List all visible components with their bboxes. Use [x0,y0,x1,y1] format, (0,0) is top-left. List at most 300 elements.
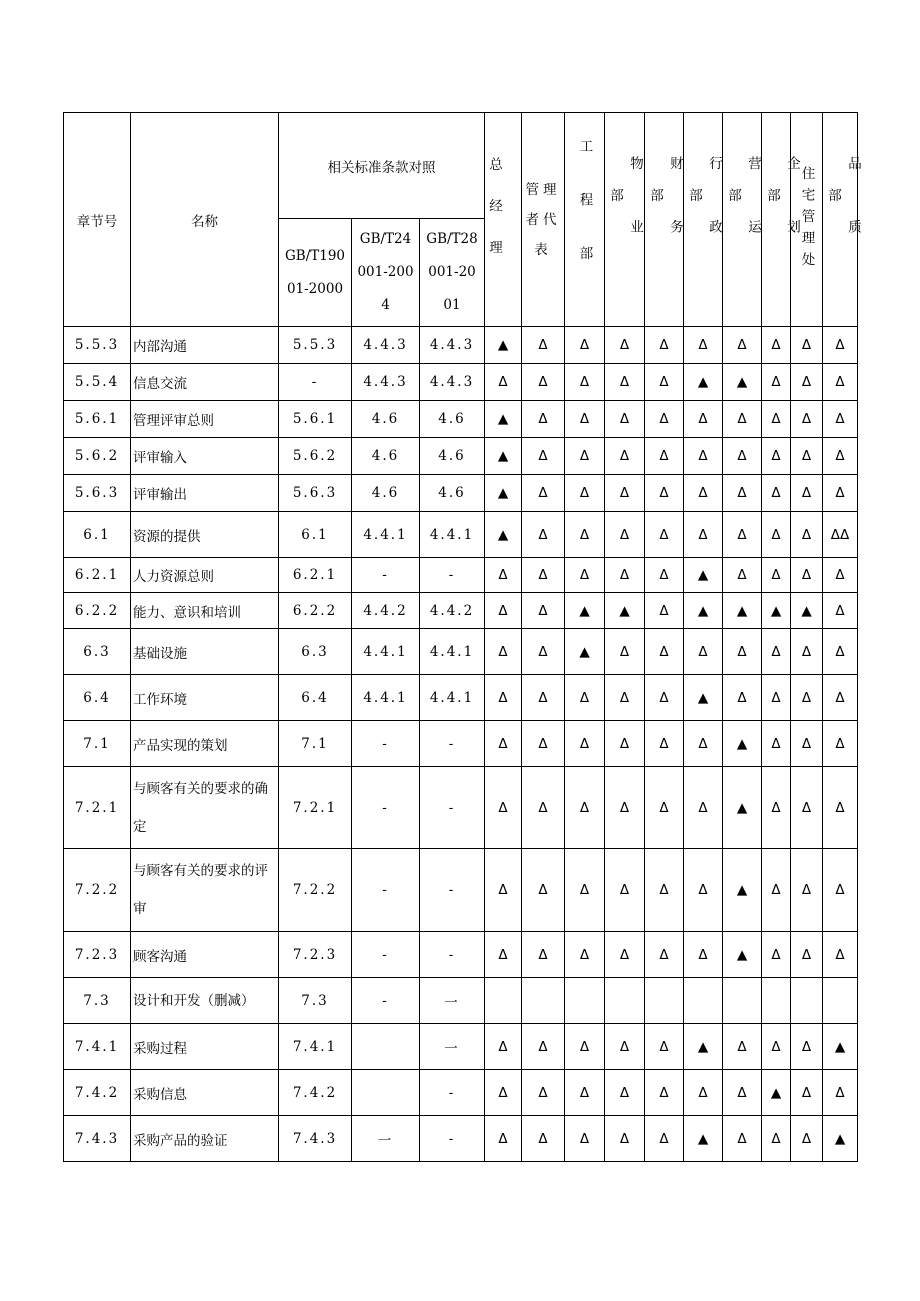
responsibility-mark: ▲ [485,438,522,475]
standard-cell: - [279,364,352,401]
responsibility-mark: Δ [762,767,791,849]
responsibility-mark: Δ [565,327,605,364]
name-cell: 内部沟通 [131,327,279,364]
responsibility-mark: Δ [645,767,684,849]
standard-cell: 7.4.1 [279,1024,352,1070]
responsibility-mark: Δ [565,1070,605,1116]
responsibility-mark: ▲ [823,1116,858,1162]
responsibility-mark: Δ [791,364,823,401]
name-cell: 工作环境 [131,675,279,721]
responsibility-mark: Δ [723,1116,762,1162]
standard-cell: 5.5.3 [279,327,352,364]
dept-label: 住宅管理处 [798,165,815,274]
responsibility-mark: Δ [762,629,791,675]
section-cell: 6.4 [64,675,131,721]
responsibility-mark: ΔΔ [823,512,858,558]
responsibility-mark: Δ [522,593,565,629]
responsibility-mark: Δ [485,1024,522,1070]
responsibility-mark: Δ [762,438,791,475]
standard-cell: - [352,558,420,593]
responsibility-mark: ▲ [684,558,723,593]
standard-label: GB/T24001-2004 [357,231,414,313]
standard-cell: 5.6.2 [279,438,352,475]
responsibility-mark: Δ [645,512,684,558]
responsibility-mark: Δ [485,675,522,721]
responsibility-mark: Δ [522,512,565,558]
name-cell: 能力、意识和培训 [131,593,279,629]
responsibility-mark: ▲ [723,721,762,767]
responsibility-mark: Δ [684,475,723,512]
matrix-body [64,327,858,1162]
responsibility-mark: ▲ [485,512,522,558]
responsibility-mark: ▲ [684,593,723,629]
responsibility-mark: Δ [684,438,723,475]
responsibility-mark [522,978,565,1024]
responsibility-mark: Δ [485,364,522,401]
responsibility-mark: Δ [522,327,565,364]
responsibility-mark: Δ [522,721,565,767]
responsibility-mark: Δ [791,1116,823,1162]
responsibility-mark: Δ [791,512,823,558]
standard-cell: 7.1 [279,721,352,767]
responsibility-mark: Δ [605,1024,645,1070]
table-row [64,475,858,512]
responsibility-mark: Δ [823,475,858,512]
responsibility-mark: ▲ [684,675,723,721]
responsibility-mark: Δ [565,932,605,978]
responsibility-mark: Δ [645,629,684,675]
section-cell: 6.1 [64,512,131,558]
responsibility-mark: Δ [565,1116,605,1162]
table-row [64,364,858,401]
responsibility-mark: Δ [522,475,565,512]
responsibility-mark: Δ [485,932,522,978]
section-cell: 5.6.1 [64,401,131,438]
responsibility-mark: Δ [645,932,684,978]
responsibility-mark: Δ [791,675,823,721]
dept-label: 行政部 [686,156,723,283]
responsibility-mark: ▲ [823,1024,858,1070]
responsibility-mark: Δ [791,558,823,593]
responsibility-mark: Δ [565,675,605,721]
responsibility-mark: Δ [791,475,823,512]
name-cell: 采购产品的验证 [131,1116,279,1162]
responsibility-mark: Δ [684,327,723,364]
responsibility-mark [723,978,762,1024]
responsibility-mark: Δ [823,1070,858,1116]
standard-cell: 4.4.1 [420,675,485,721]
section-cell: 7.4.3 [64,1116,131,1162]
name-cell: 顾客沟通 [131,932,279,978]
responsibility-mark: ▲ [565,629,605,675]
responsibility-mark: Δ [791,849,823,932]
responsibility-mark: Δ [762,849,791,932]
responsibility-mark: Δ [684,401,723,438]
responsibility-mark: Δ [684,932,723,978]
section-cell: 5.5.4 [64,364,131,401]
standard-cell: 4.6 [420,438,485,475]
dept-header [723,113,762,327]
responsibility-mark: Δ [791,721,823,767]
responsibility-mark [605,978,645,1024]
name-cell: 评审输出 [131,475,279,512]
section-cell: 6.3 [64,629,131,675]
standard-label: GB/T19001-2000 [284,247,346,297]
responsibility-mark: Δ [522,1070,565,1116]
name-cell: 采购信息 [131,1070,279,1116]
responsibility-mark: Δ [565,849,605,932]
standard-cell: 4.6 [352,475,420,512]
responsibility-mark: Δ [791,438,823,475]
dept-label: 物业部 [607,156,644,283]
responsibility-mark: Δ [522,558,565,593]
responsibility-mark: Δ [522,675,565,721]
standard-cell: 一 [420,978,485,1024]
responsibility-mark: Δ [605,629,645,675]
name-cell: 管理评审总则 [131,401,279,438]
responsibility-mark: Δ [723,558,762,593]
responsibility-mark: Δ [605,1070,645,1116]
standard-cell: 6.1 [279,512,352,558]
responsibility-mark: Δ [723,675,762,721]
responsibility-mark: Δ [645,675,684,721]
responsibility-mark: Δ [645,364,684,401]
responsibility-mark: Δ [605,475,645,512]
table-row [64,1070,858,1116]
responsibility-mark: Δ [762,401,791,438]
responsibility-mark: Δ [684,512,723,558]
responsibility-mark [823,978,858,1024]
standard-cell: 4.4.2 [352,593,420,629]
standard-cell: 4.6 [352,438,420,475]
name-cell: 基础设施 [131,629,279,675]
responsibility-mark: Δ [791,401,823,438]
table-row [64,401,858,438]
dept-header [823,113,862,327]
responsibility-mark: Δ [565,475,605,512]
dept-label: 营运部 [725,156,762,283]
standard-cell: 7.2.2 [279,849,352,932]
table-row [64,932,858,978]
dept-header [645,113,684,327]
responsibility-mark: ▲ [723,932,762,978]
standard-cell: 4.4.3 [352,327,420,364]
responsibility-mark: Δ [485,558,522,593]
standard-cell: 6.2.2 [279,593,352,629]
responsibility-mark: Δ [791,327,823,364]
responsibility-mark: Δ [762,475,791,512]
responsibility-mark: Δ [645,721,684,767]
responsibility-mark [565,978,605,1024]
standards-header: 相关标准条款对照 [279,113,485,219]
responsibility-mark: Δ [723,629,762,675]
responsibility-mark: Δ [723,327,762,364]
responsibility-mark [684,978,723,1024]
standard-cell: 4.6 [420,401,485,438]
standard-cell: - [420,1070,485,1116]
responsibility-mark: Δ [684,849,723,932]
responsibility-mark: Δ [565,401,605,438]
name-cell: 与顾客有关的要求的评审 [131,849,279,932]
responsibility-mark: Δ [522,401,565,438]
responsibility-mark: Δ [645,1070,684,1116]
responsibility-mark: Δ [723,1024,762,1070]
responsibility-mark: ▲ [684,364,723,401]
responsibility-mark: Δ [485,593,522,629]
responsibility-matrix-table [63,112,862,1162]
standard-cell [352,1070,420,1116]
section-cell: 7.2.2 [64,849,131,932]
responsibility-mark: Δ [522,1024,565,1070]
standard-cell: - [352,849,420,932]
responsibility-mark: Δ [823,558,858,593]
section-cell: 7.4.1 [64,1024,131,1070]
responsibility-mark: Δ [791,629,823,675]
standard-cell: 4.4.1 [352,629,420,675]
responsibility-mark: ▲ [723,364,762,401]
standard-cell: 6.4 [279,675,352,721]
responsibility-mark: Δ [762,558,791,593]
section-cell: 7.4.2 [64,1070,131,1116]
responsibility-mark: Δ [605,558,645,593]
responsibility-mark: Δ [684,629,723,675]
responsibility-mark: ▲ [762,1070,791,1116]
standard-cell: 5.6.3 [279,475,352,512]
responsibility-mark: Δ [823,675,858,721]
standard-cell: - [420,849,485,932]
dept-header [605,113,645,327]
responsibility-mark: Δ [645,593,684,629]
responsibility-mark: Δ [485,721,522,767]
responsibility-mark: Δ [684,767,723,849]
standard-header [420,219,485,327]
table-row [64,629,858,675]
table-row [64,721,858,767]
responsibility-mark: Δ [605,364,645,401]
name-cell: 评审输入 [131,438,279,475]
standard-label: GB/T28001-2001 [426,231,478,313]
standard-cell: 4.6 [420,475,485,512]
responsibility-mark: Δ [485,1070,522,1116]
responsibility-mark: Δ [762,1024,791,1070]
responsibility-mark: Δ [522,932,565,978]
table-row [64,558,858,593]
standard-cell: 7.4.2 [279,1070,352,1116]
responsibility-mark: Δ [762,512,791,558]
responsibility-mark: Δ [522,438,565,475]
responsibility-mark: ▲ [723,767,762,849]
responsibility-mark: Δ [605,721,645,767]
section-cell: 7.1 [64,721,131,767]
responsibility-mark [645,978,684,1024]
responsibility-mark: ▲ [762,593,791,629]
responsibility-mark: ▲ [684,1024,723,1070]
table-row [64,849,858,932]
section-cell: 5.6.2 [64,438,131,475]
standard-cell: 7.2.1 [279,767,352,849]
responsibility-mark: Δ [605,401,645,438]
standard-cell: 4.4.2 [420,593,485,629]
responsibility-mark: Δ [762,721,791,767]
responsibility-mark: Δ [684,721,723,767]
responsibility-mark: Δ [605,438,645,475]
responsibility-mark: Δ [605,675,645,721]
responsibility-mark: Δ [762,932,791,978]
dept-label: 财务部 [647,156,684,283]
standard-cell: 4.4.3 [420,364,485,401]
section-cell: 7.3 [64,978,131,1024]
responsibility-mark: Δ [684,1070,723,1116]
table-row [64,593,858,629]
section-cell: 5.5.3 [64,327,131,364]
responsibility-mark: Δ [522,364,565,401]
section-cell: 5.6.3 [64,475,131,512]
responsibility-mark: Δ [645,401,684,438]
responsibility-mark: ▲ [605,593,645,629]
dept-label: 管理者代表 [525,181,561,258]
responsibility-mark: Δ [791,1024,823,1070]
responsibility-mark: Δ [605,932,645,978]
responsibility-mark: Δ [605,327,645,364]
standard-cell: 6.2.1 [279,558,352,593]
standard-cell: 4.4.3 [420,327,485,364]
responsibility-mark: Δ [645,1024,684,1070]
responsibility-mark: Δ [485,767,522,849]
responsibility-mark: ▲ [485,327,522,364]
responsibility-mark: Δ [645,1116,684,1162]
dept-label: 企划部 [764,156,801,283]
dept-label: 总经理 [486,157,503,282]
responsibility-mark: Δ [485,1116,522,1162]
standard-cell: 6.3 [279,629,352,675]
responsibility-mark: Δ [605,767,645,849]
responsibility-mark: Δ [823,364,858,401]
responsibility-mark: Δ [823,721,858,767]
responsibility-mark: Δ [565,721,605,767]
name-cell: 设计和开发（删减） [131,978,279,1024]
standard-cell: - [420,558,485,593]
name-cell: 采购过程 [131,1024,279,1070]
responsibility-mark: Δ [605,1116,645,1162]
responsibility-mark: ▲ [723,593,762,629]
responsibility-mark: Δ [565,767,605,849]
responsibility-mark: Δ [485,849,522,932]
responsibility-mark: Δ [823,438,858,475]
standard-cell: - [352,721,420,767]
responsibility-mark: Δ [823,932,858,978]
table-row [64,512,858,558]
responsibility-mark: Δ [823,401,858,438]
standard-cell: 一 [352,1116,420,1162]
standard-header [352,219,420,327]
responsibility-mark: Δ [565,438,605,475]
standard-cell: 4.4.1 [352,675,420,721]
responsibility-mark [791,978,823,1024]
responsibility-mark: Δ [762,1116,791,1162]
dept-header [522,113,565,327]
section-cell: 7.2.1 [64,767,131,849]
standard-cell: 4.6 [352,401,420,438]
responsibility-mark: Δ [565,364,605,401]
responsibility-mark: Δ [791,932,823,978]
dept-header [762,113,801,327]
table-row [64,978,858,1024]
table-row [64,438,858,475]
standard-cell: 4.4.1 [420,629,485,675]
responsibility-mark: Δ [565,558,605,593]
section-cell: 6.2.2 [64,593,131,629]
dept-header [485,113,522,327]
responsibility-mark: ▲ [684,1116,723,1162]
section-cell: 6.2.1 [64,558,131,593]
section-cell: 7.2.3 [64,932,131,978]
responsibility-mark: Δ [522,629,565,675]
standard-cell: - [420,721,485,767]
responsibility-mark: Δ [723,1070,762,1116]
responsibility-mark: Δ [522,767,565,849]
responsibility-mark: Δ [645,475,684,512]
standard-cell: - [420,932,485,978]
name-cell: 产品实现的策划 [131,721,279,767]
responsibility-mark: Δ [823,593,858,629]
responsibility-mark: Δ [762,675,791,721]
table-row [64,675,858,721]
responsibility-mark: Δ [645,327,684,364]
standard-cell: - [352,767,420,849]
responsibility-mark: Δ [645,849,684,932]
dept-header [565,113,605,327]
responsibility-mark: Δ [823,629,858,675]
responsibility-mark: ▲ [791,593,823,629]
standard-cell: 4.4.1 [420,512,485,558]
responsibility-mark: Δ [762,327,791,364]
responsibility-mark: Δ [762,364,791,401]
responsibility-mark: Δ [605,849,645,932]
name-header: 名称 [131,113,279,327]
responsibility-mark: Δ [823,767,858,849]
responsibility-mark [762,978,791,1024]
name-cell: 人力资源总则 [131,558,279,593]
standard-cell: 7.4.3 [279,1116,352,1162]
standard-cell: 5.6.1 [279,401,352,438]
responsibility-mark: Δ [823,327,858,364]
name-cell: 资源的提供 [131,512,279,558]
responsibility-mark: Δ [565,512,605,558]
standard-cell: 4.4.3 [352,364,420,401]
standard-cell: 7.2.3 [279,932,352,978]
chapter-header: 章节号 [64,113,131,327]
table-row [64,1116,858,1162]
responsibility-mark: Δ [645,558,684,593]
responsibility-mark: Δ [723,475,762,512]
dept-header [684,113,723,327]
standard-cell: 7.3 [279,978,352,1024]
table-row [64,1024,858,1070]
responsibility-mark: Δ [723,438,762,475]
responsibility-mark: ▲ [565,593,605,629]
responsibility-mark: ▲ [723,849,762,932]
name-cell: 信息交流 [131,364,279,401]
table-row [64,327,858,364]
standard-cell: - [352,932,420,978]
responsibility-mark: Δ [522,849,565,932]
standard-cell [352,1024,420,1070]
standard-header [279,219,352,327]
responsibility-mark: Δ [485,629,522,675]
responsibility-mark: Δ [791,767,823,849]
standard-cell: 一 [420,1024,485,1070]
dept-label: 工程部 [576,139,593,300]
